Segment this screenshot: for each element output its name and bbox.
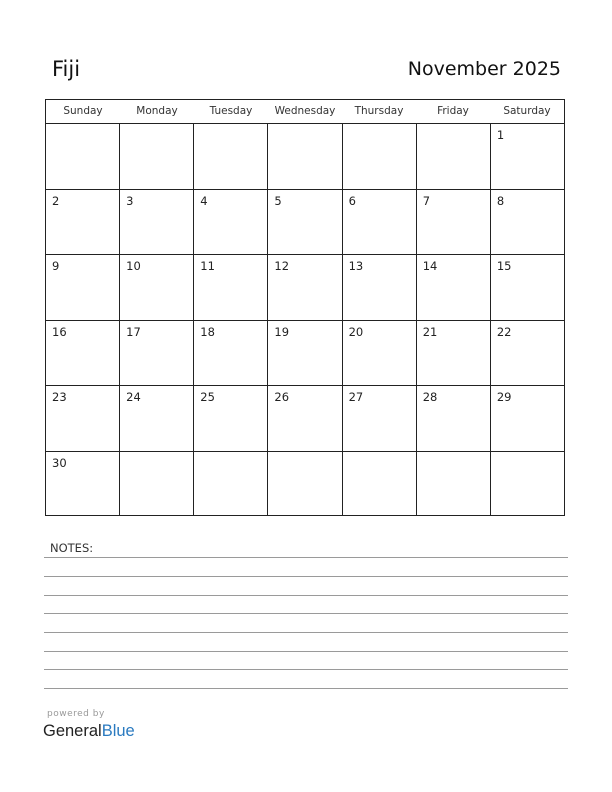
day-cell-thursday bbox=[343, 386, 417, 451]
day-cell-tuesday bbox=[194, 452, 268, 517]
day-number: 5 bbox=[274, 193, 282, 208]
day-number: 29 bbox=[496, 390, 512, 404]
day-number: 4 bbox=[200, 193, 208, 208]
day-number: 13 bbox=[348, 259, 364, 273]
day-cell-friday bbox=[417, 124, 491, 189]
day-number: 1 bbox=[496, 128, 505, 142]
day-cell-tuesday bbox=[194, 321, 268, 386]
day-cell-monday bbox=[120, 386, 194, 451]
day-number: 24 bbox=[126, 390, 141, 404]
day-cell-saturday bbox=[491, 255, 564, 320]
day-number: 12 bbox=[274, 259, 290, 273]
day-cell-tuesday bbox=[194, 190, 268, 255]
day-number: 7 bbox=[422, 193, 431, 208]
day-cell-friday bbox=[417, 452, 491, 517]
day-cell-saturday bbox=[491, 452, 564, 517]
day-cell-tuesday bbox=[194, 386, 268, 451]
day-cell-monday bbox=[120, 452, 194, 517]
notes-label: NOTES: bbox=[50, 541, 94, 555]
month-title: November 2025 bbox=[407, 58, 561, 80]
day-cell-sunday bbox=[46, 452, 120, 517]
day-number: 30 bbox=[52, 455, 67, 470]
calendar-week-row bbox=[46, 321, 564, 387]
day-cell-sunday bbox=[46, 124, 120, 189]
day-number: 11 bbox=[200, 259, 215, 273]
day-number: 19 bbox=[274, 324, 290, 339]
day-number: 14 bbox=[422, 259, 438, 273]
day-cell-thursday bbox=[343, 452, 417, 517]
brand-general-text: General bbox=[43, 722, 102, 740]
day-number: 28 bbox=[422, 390, 438, 404]
calendar-grid bbox=[45, 99, 565, 516]
note-line bbox=[44, 595, 568, 596]
day-number: 10 bbox=[126, 259, 141, 273]
day-cell-wednesday bbox=[268, 386, 342, 451]
day-cell-thursday bbox=[343, 255, 417, 320]
day-cell-friday bbox=[417, 255, 491, 320]
day-cell-saturday bbox=[491, 124, 564, 189]
calendar-week-row bbox=[46, 190, 564, 256]
day-cell-sunday bbox=[46, 386, 120, 451]
powered-by-text: powered by bbox=[47, 709, 105, 719]
day-cell-monday bbox=[120, 190, 194, 255]
day-number: 22 bbox=[496, 324, 512, 339]
day-number: 8 bbox=[496, 193, 505, 208]
weekday-tuesday: Tuesday bbox=[209, 105, 253, 117]
day-cell-wednesday bbox=[268, 124, 342, 189]
day-number: 27 bbox=[348, 390, 364, 404]
day-number: 17 bbox=[126, 324, 141, 339]
weekday-friday: Friday bbox=[437, 105, 469, 117]
note-line bbox=[44, 669, 568, 670]
note-line bbox=[44, 688, 568, 689]
day-number: 15 bbox=[496, 259, 512, 273]
day-number: 23 bbox=[52, 390, 67, 404]
day-cell-wednesday bbox=[268, 190, 342, 255]
day-cell-sunday bbox=[46, 190, 120, 255]
day-cell-thursday bbox=[343, 124, 417, 189]
day-cell-friday bbox=[417, 321, 491, 386]
day-cell-tuesday bbox=[194, 255, 268, 320]
weekday-thursday: Thursday bbox=[354, 105, 404, 117]
day-number: 25 bbox=[200, 390, 215, 404]
day-cell-monday bbox=[120, 124, 194, 189]
calendar-week-row bbox=[46, 255, 564, 321]
country-title: Fiji bbox=[52, 57, 81, 81]
note-line bbox=[44, 613, 568, 614]
brand-logo[interactable] bbox=[43, 720, 135, 742]
day-cell-thursday bbox=[343, 190, 417, 255]
note-line bbox=[44, 651, 568, 652]
day-number: 9 bbox=[52, 259, 60, 273]
day-cell-thursday bbox=[343, 321, 417, 386]
day-cell-wednesday bbox=[268, 452, 342, 517]
day-cell-monday bbox=[120, 321, 194, 386]
day-cell-sunday bbox=[46, 321, 120, 386]
weekday-header-row bbox=[46, 100, 564, 124]
day-number: 20 bbox=[348, 324, 364, 339]
calendar-week-row bbox=[46, 452, 564, 517]
day-cell-friday bbox=[417, 386, 491, 451]
weekday-saturday: Saturday bbox=[503, 105, 551, 117]
day-cell-wednesday bbox=[268, 321, 342, 386]
brand-blue-text: Blue bbox=[101, 722, 135, 740]
day-number: 2 bbox=[52, 193, 60, 208]
day-cell-wednesday bbox=[268, 255, 342, 320]
day-number: 18 bbox=[200, 324, 215, 339]
day-cell-tuesday bbox=[194, 124, 268, 189]
day-cell-monday bbox=[120, 255, 194, 320]
weekday-wednesday: Wednesday bbox=[274, 105, 336, 117]
note-line bbox=[44, 557, 568, 558]
day-number: 3 bbox=[126, 193, 134, 208]
day-number: 26 bbox=[274, 390, 290, 404]
day-number: 16 bbox=[52, 324, 67, 339]
calendar-week-row bbox=[46, 124, 564, 190]
day-cell-saturday bbox=[491, 321, 564, 386]
calendar-week-row bbox=[46, 386, 564, 452]
day-cell-saturday bbox=[491, 190, 564, 255]
calendar-weeks bbox=[46, 124, 564, 516]
day-number: 21 bbox=[422, 324, 438, 339]
day-number: 6 bbox=[348, 193, 356, 208]
day-cell-friday bbox=[417, 190, 491, 255]
note-line bbox=[44, 576, 568, 577]
day-cell-sunday bbox=[46, 255, 120, 320]
day-cell-saturday bbox=[491, 386, 564, 451]
weekday-monday: Monday bbox=[136, 105, 178, 117]
note-line bbox=[44, 632, 568, 633]
weekday-sunday: Sunday bbox=[63, 105, 103, 117]
